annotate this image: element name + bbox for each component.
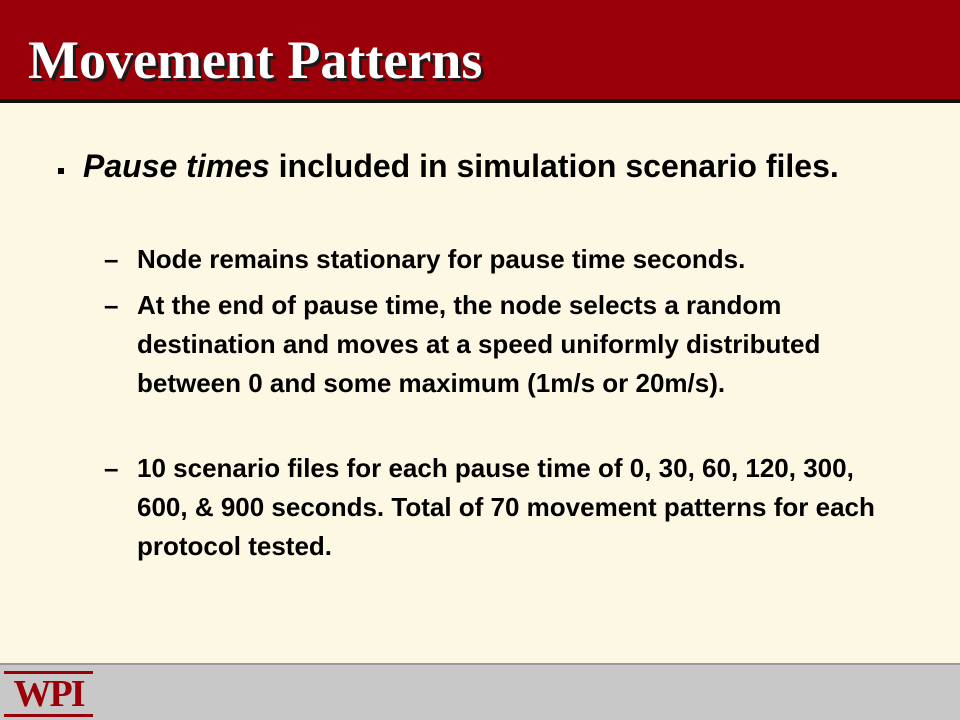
bullet-rest: included in simulation scenario files. bbox=[269, 148, 839, 184]
dash-icon: – bbox=[104, 244, 119, 274]
main-bullet bbox=[83, 144, 903, 188]
square-bullet-icon bbox=[58, 168, 64, 174]
bullet-emphasis: Pause times bbox=[83, 148, 270, 184]
sub-bullet-text: 10 scenario files for each pause time of 0, 30, 60, 120, 300, 600, & 900 seconds. Total of 70 movement patterns for each protocol tested. bbox=[137, 453, 875, 561]
sub-bullet-text: Node remains stationary for pause time seconds. bbox=[137, 244, 746, 274]
dash-icon: – bbox=[104, 453, 119, 483]
logo-text: WPI bbox=[13, 673, 84, 715]
sub-bullet-text: At the end of pause time, the node selects a random destination and moves at a speed uniformly distributed between 0 and some maximum (1m/s or 20m/s). bbox=[137, 290, 821, 398]
footer-bar bbox=[0, 663, 960, 720]
dash-icon: – bbox=[104, 290, 119, 320]
slide-title: Movement Patterns bbox=[28, 30, 483, 90]
wpi-logo bbox=[4, 671, 93, 717]
title-bar bbox=[0, 0, 960, 103]
